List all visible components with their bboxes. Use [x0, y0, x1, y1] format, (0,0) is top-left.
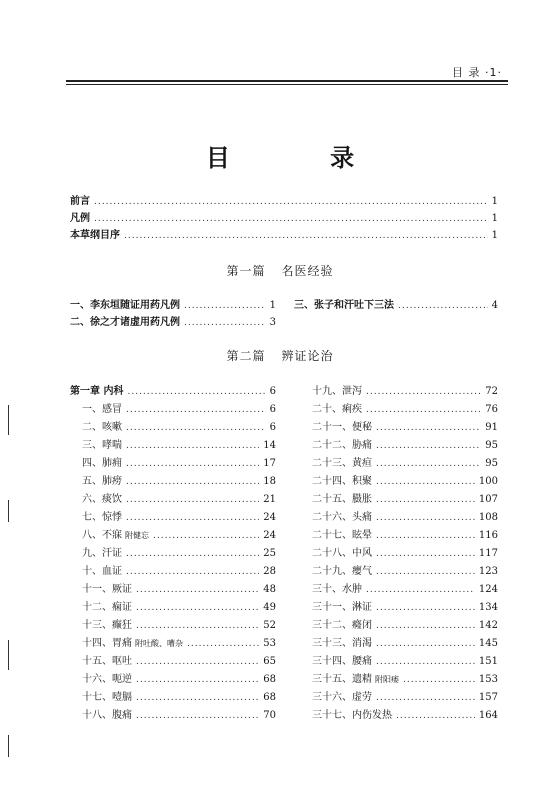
toc-entry-page: 117 — [478, 548, 498, 559]
leader-dots — [396, 711, 475, 721]
leader-dots — [184, 318, 266, 328]
toc-entry-title: 三十、水肿 — [312, 584, 362, 595]
toc-entry[interactable] — [312, 436, 498, 454]
leader-dots — [376, 477, 475, 487]
toc-entry[interactable] — [312, 670, 498, 688]
toc-entry-subtitle: 附吐酸、嘈杂 — [135, 639, 183, 648]
toc-entry-title: 十、血证 — [82, 566, 122, 577]
toc-entry-title: 十四、胃痛 — [82, 638, 132, 649]
toc-entry[interactable] — [82, 562, 276, 580]
toc-entry-title: 三十二、癃闭 — [312, 620, 372, 631]
running-header: 目 录 ·1· — [452, 66, 502, 79]
toc-entry-page: 24 — [263, 512, 276, 523]
toc-entry-title: 前言 — [70, 196, 90, 207]
toc-entry-page: 6 — [269, 422, 276, 433]
toc-entry-page: 153 — [478, 674, 498, 685]
toc-entry[interactable] — [312, 472, 498, 490]
toc-entry-page: 1 — [491, 230, 498, 241]
toc-entry-title: 本草纲目序 — [70, 230, 120, 241]
leader-dots — [136, 603, 259, 613]
leader-dots — [126, 495, 259, 505]
toc-entry[interactable] — [312, 382, 498, 400]
toc-entry-title: 十七、噎膈 — [82, 692, 132, 703]
toc-entry-page: 1 — [491, 196, 498, 207]
toc-entry-page: 17 — [263, 458, 276, 469]
toc-entry-page: 145 — [478, 638, 498, 649]
leader-dots — [376, 621, 475, 631]
toc-entry-title: 二十、痢疾 — [312, 404, 362, 415]
leader-dots — [94, 197, 488, 207]
leader-dots — [376, 693, 475, 703]
toc-entry[interactable] — [70, 209, 498, 226]
toc-entry-title: 五、肺痨 — [82, 476, 122, 487]
toc-entry[interactable] — [70, 192, 498, 209]
toc-entry-title: 二、咳嗽 — [82, 422, 122, 433]
toc-entry[interactable] — [312, 562, 498, 580]
part-name: 名医经验 — [281, 264, 334, 278]
toc-entry[interactable] — [82, 526, 276, 544]
toc-entry[interactable] — [82, 580, 276, 598]
margin-mark — [8, 500, 9, 522]
toc-entry-title: 二十八、中风 — [312, 548, 372, 559]
leader-dots — [126, 405, 266, 415]
leader-dots — [94, 214, 488, 224]
part1-right-column — [294, 296, 498, 313]
toc-entry[interactable] — [312, 598, 498, 616]
toc-entry-page: 72 — [485, 386, 498, 397]
toc-entry-title: 二十一、便秘 — [312, 422, 372, 433]
leader-dots — [366, 387, 481, 397]
toc-entry-page: 68 — [263, 692, 276, 703]
leader-dots — [136, 585, 259, 595]
toc-entry[interactable] — [70, 226, 498, 243]
toc-entry-title: 三十三、消渴 — [312, 638, 372, 649]
toc-entry[interactable] — [294, 296, 498, 313]
leader-dots — [153, 531, 259, 541]
toc-entry-page: 53 — [263, 638, 276, 649]
toc-entry-title: 一、李东垣随证用药凡例 — [70, 300, 180, 311]
toc-entry-title: 十八、腹痛 — [82, 710, 132, 721]
toc-entry[interactable] — [82, 472, 276, 490]
toc-entry-title: 三十六、虚劳 — [312, 692, 372, 703]
toc-entry-page: 3 — [269, 317, 276, 328]
toc-entry-page: 76 — [485, 404, 498, 415]
toc-entry[interactable] — [82, 634, 276, 652]
toc-list — [312, 382, 498, 724]
toc-entry-page: 142 — [478, 620, 498, 631]
toc-entry-page: 25 — [263, 548, 276, 559]
toc-entry-page: 100 — [478, 476, 498, 487]
leader-dots — [376, 603, 475, 613]
toc-entry[interactable] — [82, 616, 276, 634]
margin-mark — [8, 640, 9, 670]
toc-entry[interactable] — [312, 526, 498, 544]
toc-entry-page: 91 — [485, 422, 498, 433]
leader-dots — [124, 231, 488, 241]
toc-chapter-entry[interactable] — [70, 382, 276, 400]
toc-entry-title: 二十九、瘿气 — [312, 566, 372, 577]
leader-dots — [136, 675, 259, 685]
toc-entry-title: 十一、厥证 — [82, 584, 132, 595]
leader-dots — [126, 423, 266, 433]
toc-entry[interactable] — [82, 706, 276, 724]
toc-entry-title: 三、哮喘 — [82, 440, 122, 451]
toc-entry[interactable] — [82, 418, 276, 436]
toc-entry-title: 十五、呕吐 — [82, 656, 132, 667]
leader-dots — [126, 477, 259, 487]
toc-entry-title: 第一章 内科 — [70, 386, 124, 397]
toc-entry-title: 二十二、胁痛 — [312, 440, 372, 451]
toc-entry-title: 二十七、眩晕 — [312, 530, 372, 541]
toc-entry[interactable] — [82, 670, 276, 688]
toc-entry[interactable] — [312, 688, 498, 706]
part-heading — [0, 347, 560, 364]
toc-entry-page: 123 — [478, 566, 498, 577]
toc-entry-page: 157 — [478, 692, 498, 703]
leader-dots — [376, 657, 475, 667]
leader-dots — [136, 693, 259, 703]
toc-entry[interactable] — [82, 688, 276, 706]
toc-entry-title: 二十四、积聚 — [312, 476, 372, 487]
leader-dots — [126, 441, 259, 451]
toc-entry[interactable] — [312, 706, 498, 724]
toc-entry-title: 三、张子和汗吐下三法 — [294, 300, 394, 311]
toc-entry[interactable] — [82, 454, 276, 472]
toc-entry-page: 52 — [263, 620, 276, 631]
leader-dots — [136, 657, 259, 667]
leader-dots — [136, 711, 259, 721]
toc-entry[interactable] — [70, 313, 276, 330]
leader-dots — [136, 621, 259, 631]
part2-left-column — [70, 382, 276, 724]
header-rule-thick — [66, 80, 508, 82]
toc-entry-title: 六、痰饮 — [82, 494, 122, 505]
toc-entry[interactable] — [312, 652, 498, 670]
front-matter-list — [70, 192, 498, 243]
toc-entry-page: 95 — [485, 458, 498, 469]
leader-dots — [126, 567, 259, 577]
toc-entry-title: 二十六、头痛 — [312, 512, 372, 523]
toc-entry-title: 四、肺痈 — [82, 458, 122, 469]
page-title: 目 录 — [205, 144, 401, 172]
leader-dots — [376, 567, 475, 577]
toc-entry-title: 三十四、腰痛 — [312, 656, 372, 667]
toc-entry-page: 68 — [263, 674, 276, 685]
toc-entry-page: 70 — [263, 710, 276, 721]
toc-entry[interactable] — [82, 490, 276, 508]
leader-dots — [403, 675, 475, 685]
toc-entry-page: 48 — [263, 584, 276, 595]
toc-entry-title: 七、惊悸 — [82, 512, 122, 523]
part2-right-column — [312, 382, 498, 724]
part-number: 第一篇 — [226, 264, 266, 278]
toc-entry-page: 24 — [263, 530, 276, 541]
leader-dots — [398, 301, 488, 311]
toc-entry[interactable] — [82, 544, 276, 562]
toc-entry-title: 凡例 — [70, 213, 90, 224]
toc-entry-title: 三十七、内伤发热 — [312, 710, 392, 721]
toc-entry-title: 八、不寐 — [82, 530, 122, 541]
toc-entry-page: 134 — [478, 602, 498, 613]
toc-entry-title: 三十五、遗精 — [312, 674, 372, 685]
part-heading — [0, 262, 560, 279]
toc-entry-title: 二、徐之才诸虚用药凡例 — [70, 317, 180, 328]
leader-dots — [126, 549, 259, 559]
toc-entry-title: 十六、呃逆 — [82, 674, 132, 685]
toc-entry-title: 十二、痫证 — [82, 602, 132, 613]
toc-entry[interactable] — [82, 436, 276, 454]
leader-dots — [376, 513, 475, 523]
toc-entry-page: 14 — [263, 440, 276, 451]
toc-entry-page: 1 — [269, 300, 276, 311]
header-rule-thin — [66, 84, 508, 85]
leader-dots — [376, 459, 481, 469]
toc-entry-title: 一、感冒 — [82, 404, 122, 415]
leader-dots — [366, 585, 475, 595]
toc-entry[interactable] — [312, 544, 498, 562]
leader-dots — [187, 639, 259, 649]
toc-entry-page: 18 — [263, 476, 276, 487]
toc-entry[interactable] — [82, 598, 276, 616]
toc-list — [70, 400, 276, 724]
toc-entry[interactable] — [312, 490, 498, 508]
toc-entry[interactable] — [312, 400, 498, 418]
toc-entry-page: 124 — [478, 584, 498, 595]
toc-entry-page: 21 — [263, 494, 276, 505]
leader-dots — [376, 531, 475, 541]
toc-entry[interactable] — [312, 634, 498, 652]
toc-entry-title: 二十五、臌胀 — [312, 494, 372, 505]
toc-entry-page: 108 — [478, 512, 498, 523]
toc-entry-subtitle: 附阳痿 — [375, 675, 399, 684]
toc-entry[interactable] — [312, 508, 498, 526]
toc-entry[interactable] — [312, 454, 498, 472]
toc-entry-page: 164 — [478, 710, 498, 721]
toc-entry-page: 49 — [263, 602, 276, 613]
toc-entry-title: 十三、癫狂 — [82, 620, 132, 631]
toc-entry-page: 1 — [491, 213, 498, 224]
toc-entry[interactable] — [82, 400, 276, 418]
part1-left-column — [70, 296, 276, 330]
leader-dots — [376, 639, 475, 649]
toc-entry-title: 三十一、淋证 — [312, 602, 372, 613]
leader-dots — [376, 441, 481, 451]
leader-dots — [127, 387, 265, 397]
toc-entry-page: 151 — [478, 656, 498, 667]
part-number: 第二篇 — [226, 349, 266, 363]
toc-entry-page: 6 — [269, 404, 276, 415]
leader-dots — [184, 301, 266, 311]
toc-entry-page: 6 — [269, 386, 276, 397]
toc-entry-title: 九、汗证 — [82, 548, 122, 559]
leader-dots — [126, 459, 259, 469]
toc-entry-title: 十九、泄泻 — [312, 386, 362, 397]
toc-entry[interactable] — [70, 296, 276, 313]
part-name: 辨证论治 — [281, 349, 334, 363]
toc-entry[interactable] — [312, 616, 498, 634]
leader-dots — [376, 423, 481, 433]
toc-entry[interactable] — [82, 508, 276, 526]
toc-entry-page: 28 — [263, 566, 276, 577]
margin-mark — [8, 735, 9, 757]
margin-mark — [8, 405, 9, 435]
toc-entry-page: 65 — [263, 656, 276, 667]
leader-dots — [126, 513, 259, 523]
toc-entry-subtitle: 附健忘 — [125, 531, 149, 540]
toc-entry-page: 95 — [485, 440, 498, 451]
leader-dots — [376, 549, 475, 559]
toc-entry[interactable] — [312, 418, 498, 436]
toc-entry-title: 二十三、黄疸 — [312, 458, 372, 469]
leader-dots — [376, 495, 475, 505]
toc-entry-page: 4 — [491, 300, 498, 311]
toc-entry-page: 116 — [478, 530, 498, 541]
leader-dots — [366, 405, 481, 415]
toc-entry-page: 107 — [478, 494, 498, 505]
toc-entry[interactable] — [312, 580, 498, 598]
toc-entry[interactable] — [82, 652, 276, 670]
